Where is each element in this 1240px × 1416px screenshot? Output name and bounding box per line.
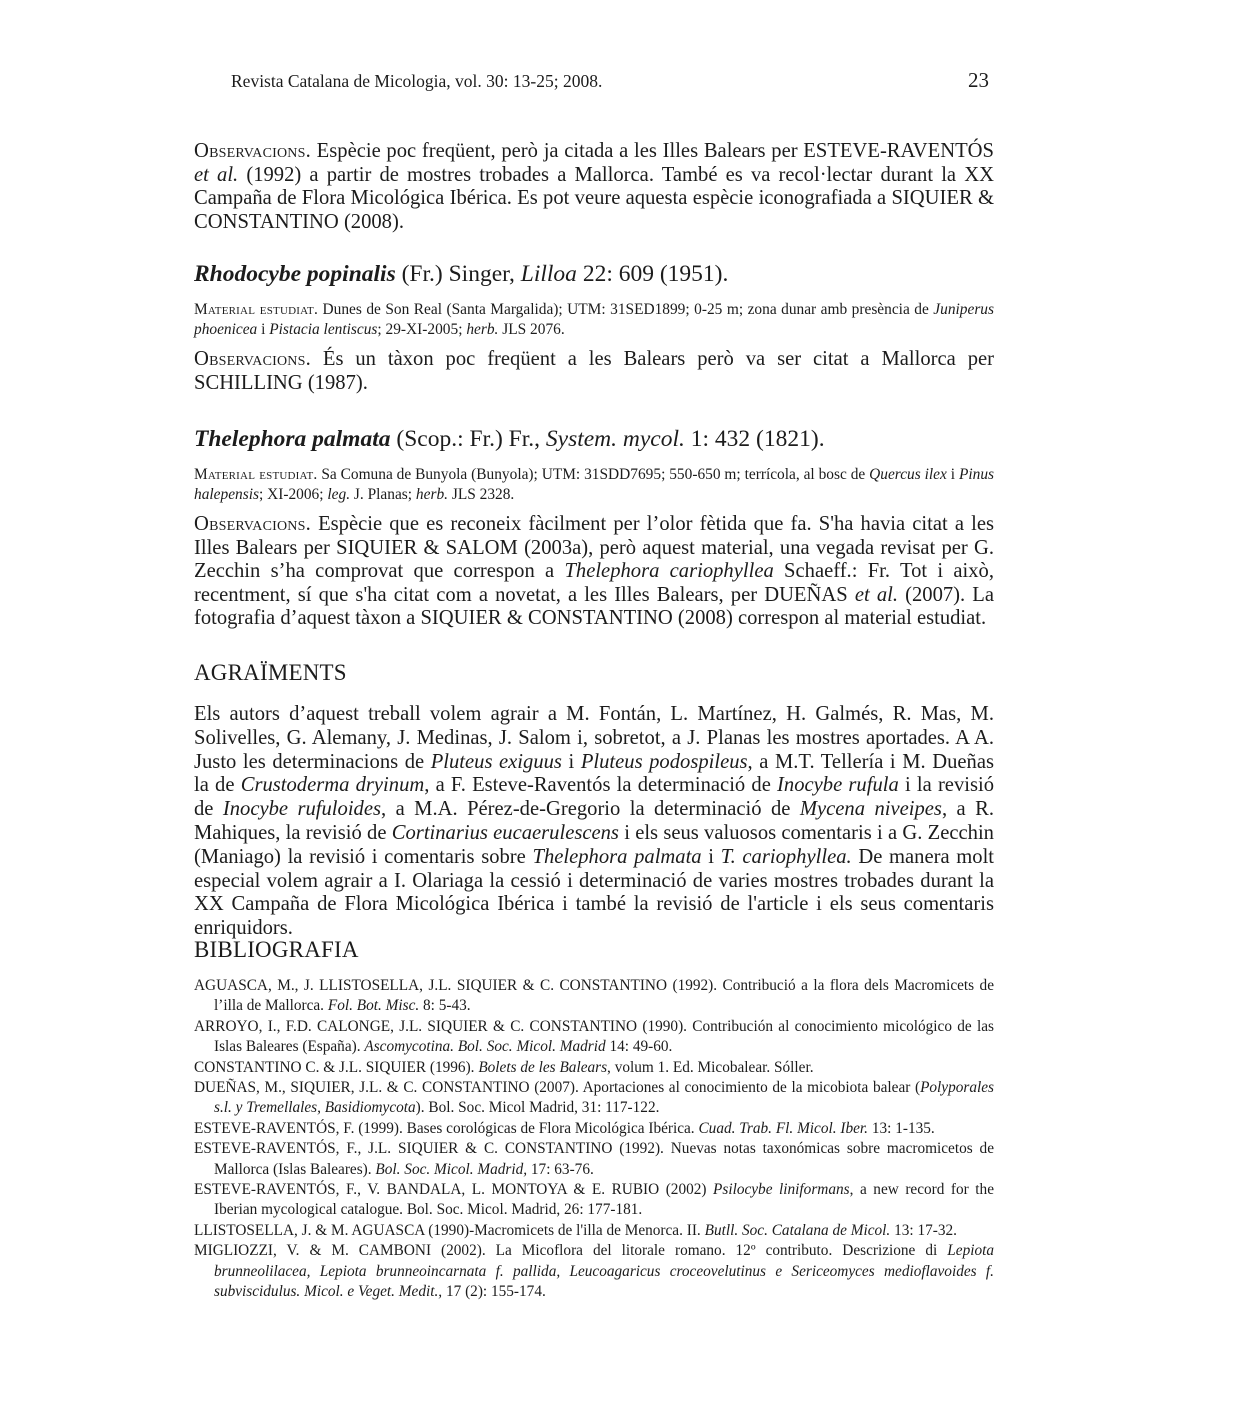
section-heading-agraiments: AGRAÏMENTS xyxy=(194,660,347,685)
material-studied-2: Material estudiat. Sa Comuna de Bunyola (Bunyola); UTM: 31SDD7695; 550-650 m; terrícola, al bosc de Quercus ilex i Pinus halepensis; XI-2006; leg. J. Planas; herb. JLS 2328. xyxy=(194,466,995,503)
bibliography-entry: MIGLIOZZI, V. & M. CAMBONI (2002). La Micoflora del litorale romano. 12º contributo. Descrizione di Lepiota brunneolilacea, Lepiota brunneoincarnata f. pallida, Leucoagaricus croceovelutinus e Sericeomyces medioflavoides f. subviscidulus. Micol. e Veget. Medit., 17 (2): 155-174. xyxy=(194,1242,995,1301)
species-heading-rhodocybe: Rhodocybe popinalis (Fr.) Singer, Lilloa 22: 609 (1951). xyxy=(194,261,729,287)
observations-paragraph-2: Observacions. És un tàxon poc freqüent a les Balears però va ser citat a Mallorca per SCHILLING (1987). xyxy=(194,348,994,394)
observations-paragraph-3: Observacions. Espècie que es reconeix fàcilment per l’olor fètida que fa. S'ha havia citat a les Illes Balears per SIQUIER & SALOM (2003a), però aquest material, una vegada revisat per G. Zecchin s’ha comprovat que correspon a Thelephora cariophyllea Schaeff.: Fr. Tot i això, recentment, sí que s'ha citat com a novetat, a les Illes Balears, per DUEÑAS et al. (2007). La fotografia d’aquest tàxon a SIQUIER & CONSTANTINO (2008) correspon al material estudiat. xyxy=(194,513,995,630)
observations-label: Observacions. xyxy=(194,140,311,162)
acknowledgements-paragraph: Els autors d’aquest treball volem agrair a M. Fontán, L. Martínez, H. Galmés, R. Mas, M. Solivelles, G. Alemany, J. Medinas, J. Salom i, sobretot, a J. Planas les mostres aportades. A A. Justo les determinacions de Pluteus exiguus i Pluteus podospileus, a M.T. Tellería i M. Dueñas la de Crustoderma dryinum, a F. Esteve-Raventós la determinació de Inocybe rufula i la revisió de Inocybe rufuloides, a M.A. Pérez-de-Gregorio la determinació de Mycena niveipes, a R. Mahiques, la revisió de Cortinarius eucaerulescens i els seus valuosos comentaris i a G. Zecchin (Maniago) la revisió i comentaris sobre Thelephora palmata i T. cariophyllea. De manera molt especial volem agrair a I. Olariaga la cessió i determinació de varies mostres trobades durant la XX Campaña de Flora Micológica Ibérica i també la revisió de l'article i els seus comentaris enriquidors. xyxy=(194,703,995,940)
page-number: 23 xyxy=(968,68,989,92)
species-name: Thelephora palmata xyxy=(194,426,391,452)
journal-citation: Revista Catalana de Micologia, vol. 30: 13-25; 2008. xyxy=(231,71,603,91)
bibliography-entry: ARROYO, I., F.D. CALONGE, J.L. SIQUIER & C. CONSTANTINO (1990). Contribución al conocimiento micológico de las Islas Baleares (España). Ascomycotina. Bol. Soc. Micol. Madrid 14: 49-60. xyxy=(194,1017,994,1056)
observations-paragraph-1: Observacions. Espècie poc freqüent, però ja citada a les Illes Balears per ESTEVE-RAVENTÓS et al. (1992) a partir de mostres trobades a Mallorca. També es va recol·lectar durant la XX Campaña de Flora Micológica Ibérica. Es pot veure aquesta espècie iconografiada a SIQUIER & CONSTANTINO (2008). xyxy=(194,140,994,233)
bibliography-list xyxy=(194,976,994,1303)
bibliography-entry: ESTEVE-RAVENTÓS, F., J.L. SIQUIER & C. CONSTANTINO (1992). Nuevas notas taxonómicas sobre macromicetos de Mallorca (Islas Baleares). Bol. Soc. Micol. Madrid, 17: 63-76. xyxy=(194,1140,994,1178)
bibliography-entry: ESTEVE-RAVENTÓS, F., V. BANDALA, L. MONTOYA & E. RUBIO (2002) Psilocybe liniformans, a new record for the Iberian mycological catalogue. Bol. Soc. Micol. Madrid, 26: 177-181. xyxy=(194,1181,994,1219)
bibliography-entry: CONSTANTINO C. & J.L. SIQUIER (1996). Bolets de les Balears, volum 1. Ed. Micobalear. Sóller. xyxy=(194,1058,814,1076)
observations-label: Observacions. xyxy=(194,513,311,535)
material-label: Material estudiat. xyxy=(194,466,318,483)
bibliography-entry: DUEÑAS, M., SIQUIER, J.L. & C. CONSTANTINO (2007). Aportaciones al conocimiento de la micobiota balear (Polyporales s.l. y Tremellales, Basidiomycota). Bol. Soc. Micol Madrid, 31: 117-122. xyxy=(194,1079,994,1117)
running-header xyxy=(231,68,989,93)
species-name: Rhodocybe popinalis xyxy=(194,261,396,287)
material-label: Material estudiat. xyxy=(194,301,319,318)
bibliography-entry: LLISTOSELLA, J. & M. AGUASCA (1990)-Macromicets de l'illa de Menorca. II. Butll. Soc. Catalana de Micol. 13: 17-32. xyxy=(194,1221,957,1239)
bibliography-entry: AGUASCA, M., J. LLISTOSELLA, J.L. SIQUIER & C. CONSTANTINO (1992). Contribució a la flora dels Macromicets de l’illa de Mallorca. Fol. Bot. Misc. 8: 5-43. xyxy=(194,977,994,1015)
species-heading-thelephora: Thelephora palmata (Scop.: Fr.) Fr., System. mycol. 1: 432 (1821). xyxy=(194,426,825,452)
bibliography-entry: ESTEVE-RAVENTÓS, F. (1999). Bases corológicas de Flora Micológica Ibérica. Cuad. Trab. Fl. Micol. Iber. 13: 1-135. xyxy=(194,1119,935,1137)
material-studied-1: Material estudiat. Dunes de Son Real (Santa Margalida); UTM: 31SED1899; 0-25 m; zona dunar amb presència de Juniperus phoenicea i Pistacia lentiscus; 29-XI-2005; herb. JLS 2076. xyxy=(194,301,994,338)
section-heading-bibliografia: BIBLIOGRAFIA xyxy=(194,937,359,962)
observations-label: Observacions. xyxy=(194,348,311,370)
